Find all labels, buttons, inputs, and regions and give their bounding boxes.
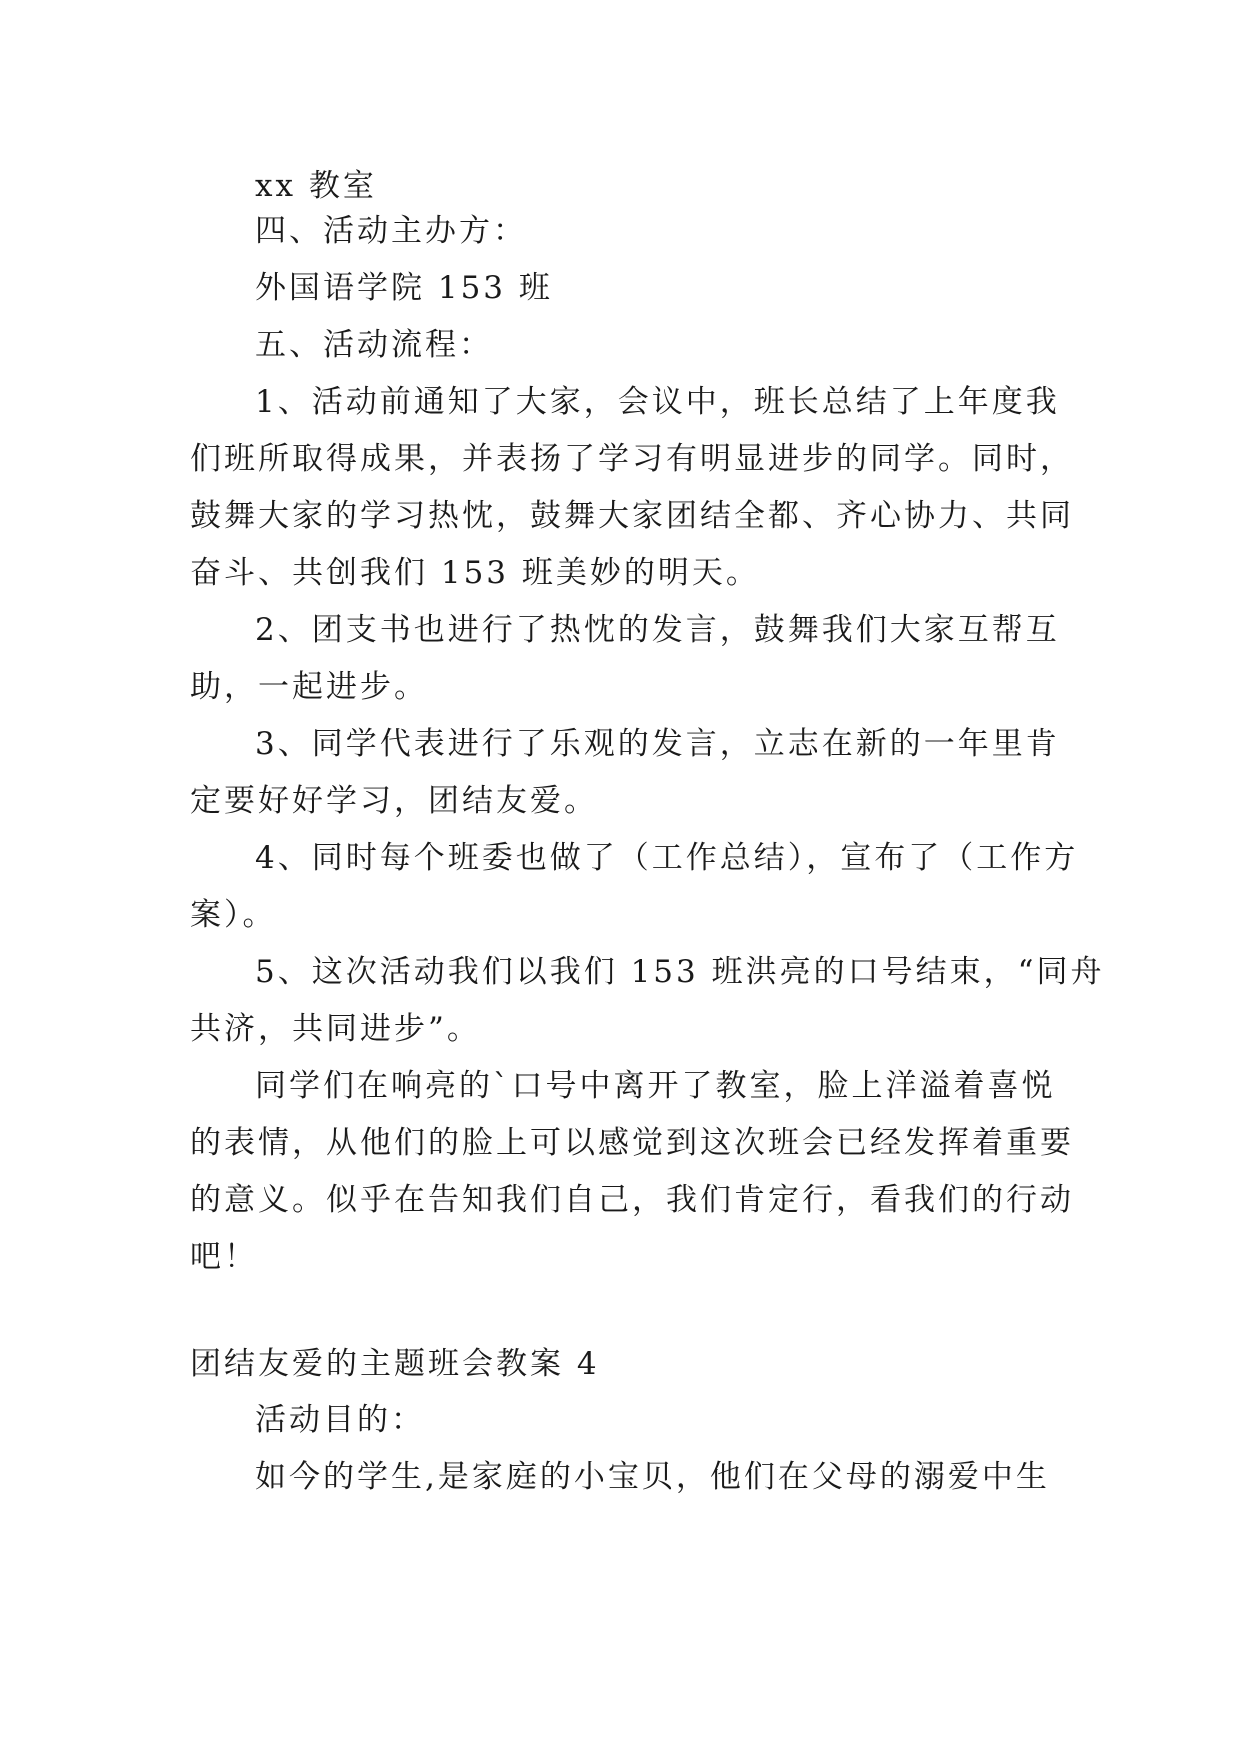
paragraph-line: 2、团支书也进行了热忱的发言，鼓舞我们大家互帮互 — [255, 612, 1060, 648]
paragraph-line: 奋斗、共创我们 153 班美妙的明天。 — [190, 555, 760, 591]
paragraph-line: 1、活动前通知了大家，会议中，班长总结了上年度我 — [255, 384, 1060, 420]
paragraph-line: 助，一起进步。 — [190, 669, 428, 705]
paragraph-line: 同学们在响亮的`口号中离开了教室，脸上洋溢着喜悦 — [255, 1068, 1056, 1104]
paragraph-line: 5、这次活动我们以我们 153 班洪亮的口号结束，“同舟 — [255, 954, 1105, 990]
section-title: 团结友爱的主题班会教案 4 — [190, 1346, 600, 1382]
paragraph-line: 们班所取得成果，并表扬了学习有明显进步的同学。同时， — [190, 441, 1074, 477]
paragraph-line: 的意义。似乎在告知我们自己，我们肯定行，看我们的行动 — [190, 1182, 1074, 1218]
section-four-heading: 四、活动主办方： — [255, 213, 527, 249]
paragraph-line: 案）。 — [190, 897, 277, 933]
activity-purpose-heading: 活动目的： — [255, 1402, 425, 1438]
paragraph-line: 4、同时每个班委也做了（工作总结），宣布了（工作方 — [255, 840, 1079, 876]
classroom-line: xx 教室 — [255, 168, 377, 204]
paragraph-line: 鼓舞大家的学习热忱，鼓舞大家团结全都、齐心协力、共同 — [190, 498, 1074, 534]
paragraph-line: 的表情，从他们的脸上可以感觉到这次班会已经发挥着重要 — [190, 1125, 1074, 1161]
paragraph-line: 共济，共同进步”。 — [190, 1011, 481, 1047]
paragraph-line: 3、同学代表进行了乐观的发言，立志在新的一年里肯 — [255, 726, 1060, 762]
section-five-heading: 五、活动流程： — [255, 327, 493, 363]
organizer-line: 外国语学院 153 班 — [255, 270, 553, 306]
paragraph-line: 吧！ — [190, 1239, 258, 1275]
paragraph-line: 如今的学生,是家庭的小宝贝，他们在父母的溺爱中生 — [255, 1459, 1050, 1495]
paragraph-line: 定要好好学习，团结友爱。 — [190, 783, 598, 819]
